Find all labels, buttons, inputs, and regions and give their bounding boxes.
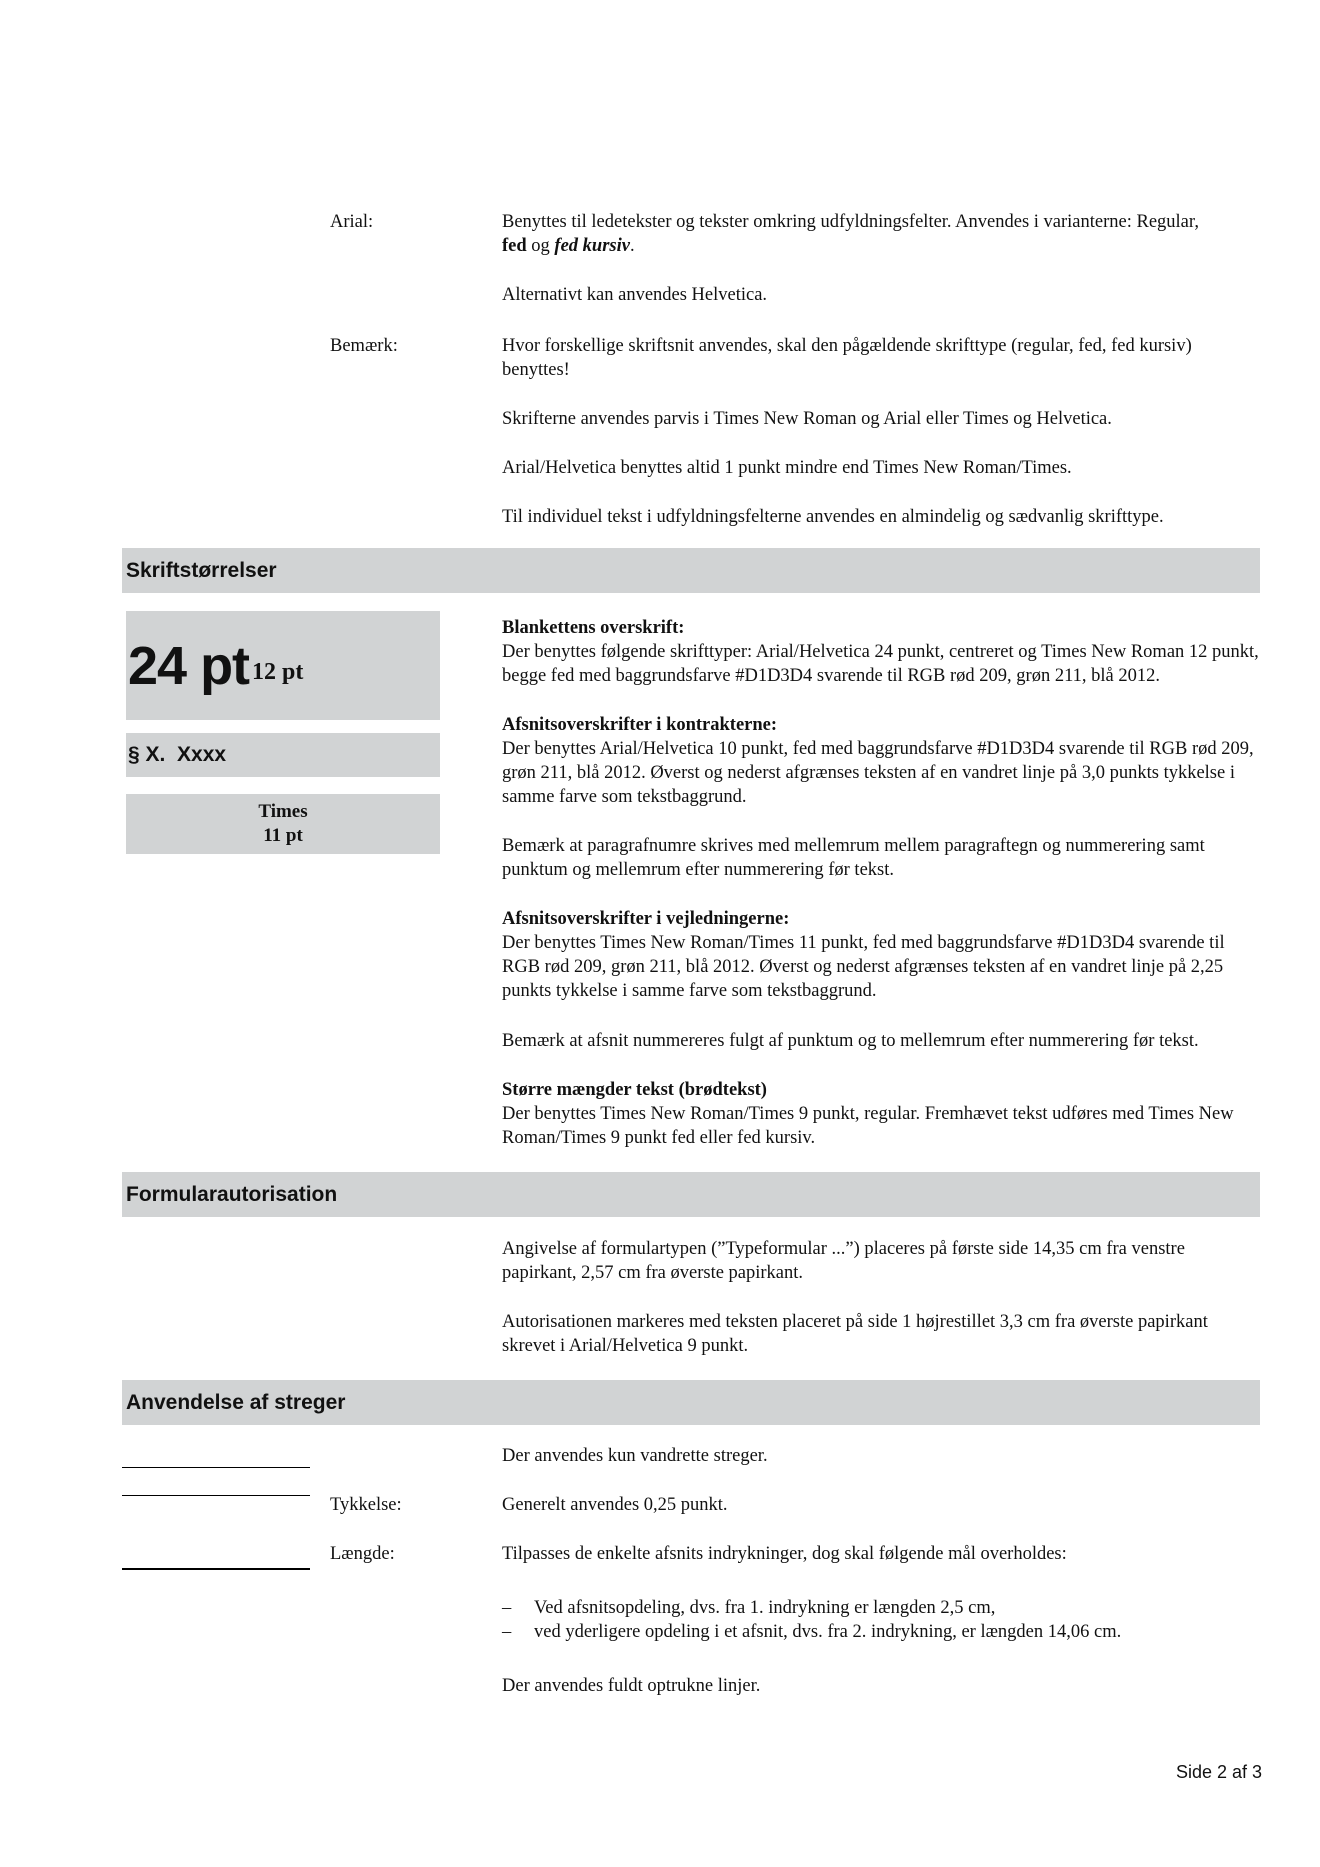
sizes-block-2 xyxy=(502,713,1262,809)
sample-line-thick xyxy=(122,1568,310,1570)
arial-bold-sample: fed xyxy=(502,236,527,256)
sample-line-medium xyxy=(122,1495,310,1496)
arial-description xyxy=(502,210,1262,258)
sample-times-box xyxy=(126,794,440,854)
arial-alternative: Alternativt kan anvendes Helvetica. xyxy=(502,285,768,305)
text-section-numbering: Bemærk at afsnit nummereres fulgt af punktum og to mellemrum efter nummerering før tekst. xyxy=(502,1031,1199,1051)
section-header-authorisation xyxy=(122,1172,1260,1217)
section-title-sizes: Skriftstørrelser xyxy=(126,559,277,582)
heading-form-title: Blankettens overskrift: xyxy=(502,618,685,638)
thickness-text: Generelt anvendes 0,25 punkt. xyxy=(502,1495,728,1515)
section-header-lines xyxy=(122,1380,1260,1425)
sizes-block-3 xyxy=(502,907,1262,1003)
arial-label: Arial: xyxy=(330,212,374,232)
text-paragraph-numbers: Bemærk at paragrafnumre skrives med mellemrum mellem paragraftegn og nummerering samt punktum og mellemrum efter nummerering før tekst. xyxy=(502,836,1205,880)
dash-bullet: – xyxy=(502,1598,512,1618)
text-horizontal-lines: Der anvendes kun vandrette streger. xyxy=(502,1446,768,1466)
list-item-text: Ved afsnitsopdeling, dvs. fra 1. indrykning er længden 2,5 cm, xyxy=(534,1598,996,1618)
note-4: Til individuel tekst i udfyldningsfelterne anvendes en almindelig og sædvanlig skrifttype. xyxy=(502,507,1164,527)
sizes-block-1 xyxy=(502,616,1262,688)
arial-end: . xyxy=(629,236,635,256)
sample-24pt: 24 pt xyxy=(128,636,250,696)
sample-paragraph-heading: § X. Xxxx xyxy=(128,743,227,766)
list-item xyxy=(502,1620,1262,1644)
length-text: Tilpasses de enkelte afsnits indrykninger, dog skal følgende mål overholdes: xyxy=(502,1544,1067,1564)
sample-times-name: Times xyxy=(258,801,308,822)
note-3: Arial/Helvetica benyttes altid 1 punkt mindre end Times New Roman/Times. xyxy=(502,458,1072,478)
section-title-lines: Anvendelse af streger xyxy=(126,1391,346,1414)
sample-paragraph-box xyxy=(126,733,440,777)
sizes-block-4 xyxy=(502,1078,1262,1150)
text-form-type: Angivelse af formulartypen (”Typeformular ...”) placeres på første side 14,35 cm fra venstre papirkant, 2,57 cm fra øverste papirkant. xyxy=(502,1239,1185,1283)
list-item xyxy=(502,1596,1262,1620)
list-item-text: ved yderligere opdeling i et afsnit, dvs. fra 2. indrykning, er længden 14,06 cm. xyxy=(534,1622,1122,1642)
section-title-authorisation: Formularautorisation xyxy=(126,1183,338,1206)
heading-guide-sections: Afsnitsoverskrifter i vejledningerne: xyxy=(502,909,790,929)
dash-bullet: – xyxy=(502,1622,512,1642)
text-form-title: Der benyttes følgende skrifttyper: Arial/Helvetica 24 punkt, centreret og Times New Roman 12 punkt, begge fed med baggrundsfarve #D1D3D4 svarende til RGB rød 209, grøn 211, blå 2012. xyxy=(502,642,1259,686)
page-number: Side 2 af 3 xyxy=(1175,1762,1262,1782)
note-2: Skrifterne anvendes parvis i Times New Roman og Arial eller Times og Helvetica. xyxy=(502,409,1112,429)
sample-title-box xyxy=(126,611,440,720)
text-body-text: Der benyttes Times New Roman/Times 9 punkt, regular. Fremhævet tekst udføres med Times New Roman/Times 9 punkt fed eller fed kursiv. xyxy=(502,1104,1234,1148)
arial-og: og xyxy=(526,236,555,256)
length-rules-list xyxy=(502,1596,1262,1644)
note-1: Hvor forskellige skriftsnit anvendes, skal den pågældende skrifttype (regular, fed, fed kursiv) benyttes! xyxy=(502,336,1192,380)
sample-12pt: 12 pt xyxy=(252,659,304,685)
text-authorisation: Autorisationen markeres med teksten placeret på side 1 højrestillet 3,3 cm fra øverste papirkant skrevet i Arial/Helvetica 9 punkt. xyxy=(502,1312,1208,1356)
text-contract-sections: Der benyttes Arial/Helvetica 10 punkt, fed med baggrundsfarve #D1D3D4 svarende til RGB rød 209, grøn 211, blå 2012. Øverst og nederst afgrænses teksten af en vandret linje på 3,0 punkts tykkelse i samme farve som tekstbaggrund. xyxy=(502,739,1254,807)
note-label: Bemærk: xyxy=(330,336,398,356)
sample-line-thin xyxy=(122,1467,310,1468)
thickness-label: Tykkelse: xyxy=(330,1495,402,1515)
arial-bolditalic-sample: fed kursiv xyxy=(554,236,630,256)
length-label: Længde: xyxy=(330,1544,395,1564)
section-header-sizes xyxy=(122,548,1260,593)
text-solid-lines: Der anvendes fuldt optrukne linjer. xyxy=(502,1676,761,1696)
heading-body-text: Større mængder tekst (brødtekst) xyxy=(502,1080,767,1100)
arial-text: Benyttes til ledetekster og tekster omkring udfyldningsfelter. Anvendes i varianterne: Regular, xyxy=(502,212,1199,232)
sample-times-size: 11 pt xyxy=(263,825,303,846)
text-guide-sections: Der benyttes Times New Roman/Times 11 punkt, fed med baggrundsfarve #D1D3D4 svarende til RGB rød 209, grøn 211, blå 2012. Øverst og nederst afgrænses teksten af en vandret linje på 2,25 punkts tykkelse i samme farve som tekstbaggrund. xyxy=(502,933,1225,1001)
heading-contract-sections: Afsnitsoverskrifter i kontrakterne: xyxy=(502,715,778,735)
